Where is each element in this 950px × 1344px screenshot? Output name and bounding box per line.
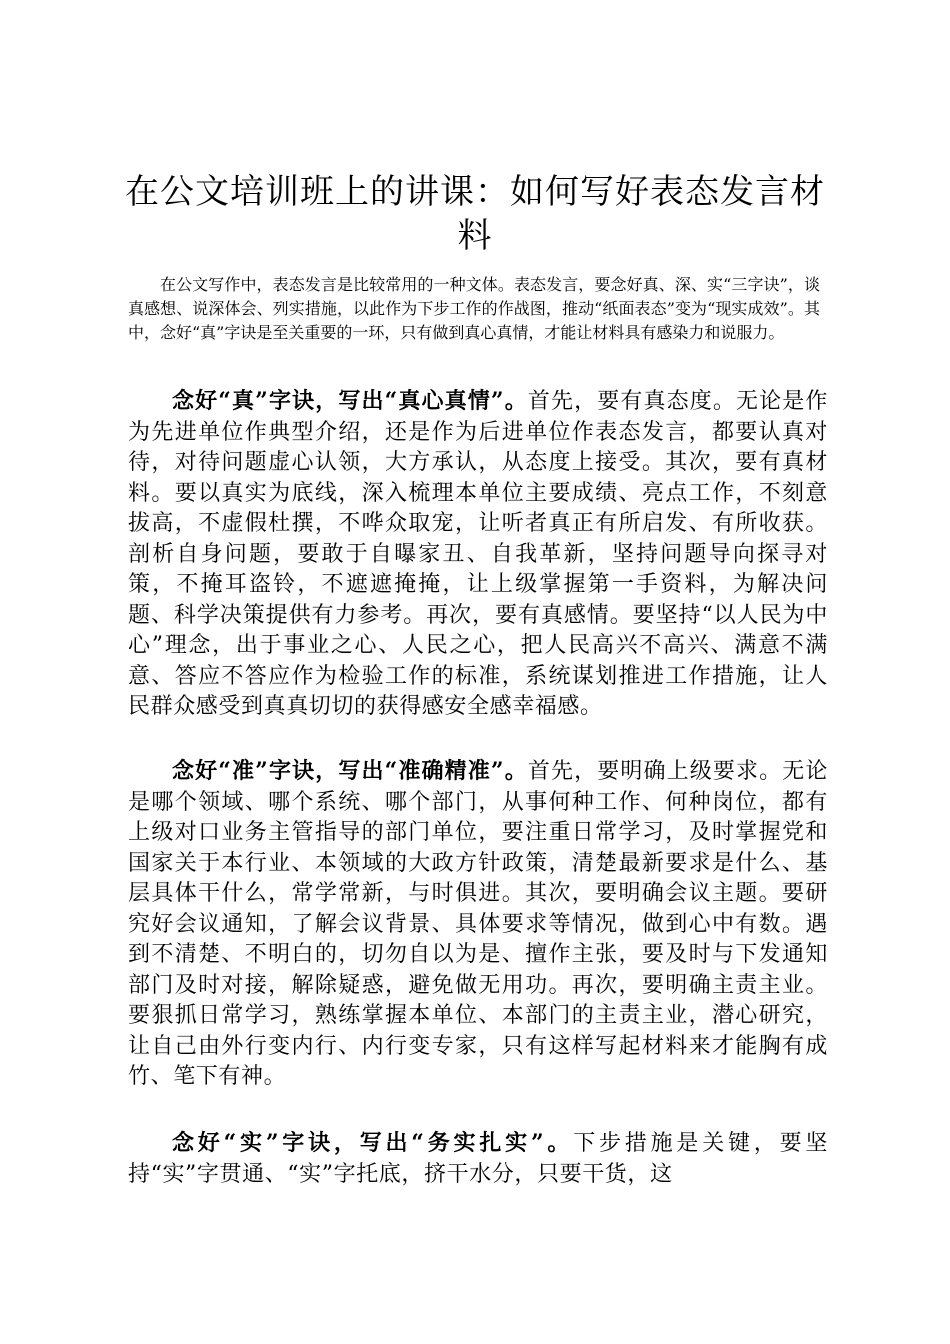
section-heading-zhun: 念好“准”字诀，写出“准确精准”。 [172,758,528,784]
section-heading-zhen: 念好“真”字诀，写出“真心真情”。 [172,388,528,414]
section-paragraph-zhun [128,756,828,1093]
section-paragraph-zhen [128,386,828,723]
intro-paragraph: 在公文写作中，表态发言是比较常用的一种文体。表态发言，要念好真、深、实“三字诀”，谈真感想、说深体会、列实措施，以此作为下步工作的作战图，推动“纸面表态”变为“现实成效”。其中，念好“真”字诀是至关重要的一环，只有做到真心真情，才能让材料具有感染力和说服力。 [128,275,820,342]
document-title: 在公文培训班上的讲课：如何写好表态发言材料 [125,172,825,256]
section-body-zhun: 首先，要明确上级要求。无论是哪个领域、哪个系统、哪个部门，从事何种工作、何种岗位，都有上级对口业务主管指导的部门单位，要注重日常学习，及时掌握党和国家关于本行业、本领域的大政方针政策，清楚最新要求是什么、基层具体干什么，常学常新，与时俱进。其次，要明确会议主题。要研究好会议通知，了解会议背景、具体要求等情况，做到心中有数。遇到不清楚、不明白的，切勿自以为是、擅作主张，要及时与下发通知部门及时对接，解除疑惑，避免做无用功。再次，要明确主责主业。要狠抓日常学习，熟练掌握本单位、本部门的主责主业，潜心研究，让自己由外行变内行、内行变专家，只有这样写起材料来才能胸有成竹、笔下有神。 [128,759,828,1089]
section-heading-shi: 念好“实”字诀，写出“务实扎实”。 [172,1130,574,1156]
section-body-zhen: 首先，要有真态度。无论是作为先进单位作典型介绍，还是作为后进单位作表态发言，都要认真对待，对待问题虚心认领，大方承认，从态度上接受。其次，要有真材料。要以真实为底线，深入梳理本单位主要成绩、亮点工作，不刻意拔高，不虚假杜撰，不哗众取宠，让听者真正有所启发、有所收获。剖析自身问题，要敢于自曝家丑、自我革新，坚持问题导向探寻对策，不掩耳盗铃，不遮遮掩掩，让上级掌握第一手资料，为解决问题、科学决策提供有力参考。再次，要有真感情。要坚持“以人民为中心”理念，出于事业之心、人民之心，把人民高兴不高兴、满意不满意、答应不答应作为检验工作的标准，系统谋划推进工作措施，让人民群众感受到真真切切的获得感安全感幸福感。 [128,389,828,719]
section-body-shi: 下步措施是关键，要坚持“实”字贯通、“实”字托底，挤干水分，只要干货，这 [128,1131,828,1187]
section-paragraph-shi [128,1128,828,1190]
